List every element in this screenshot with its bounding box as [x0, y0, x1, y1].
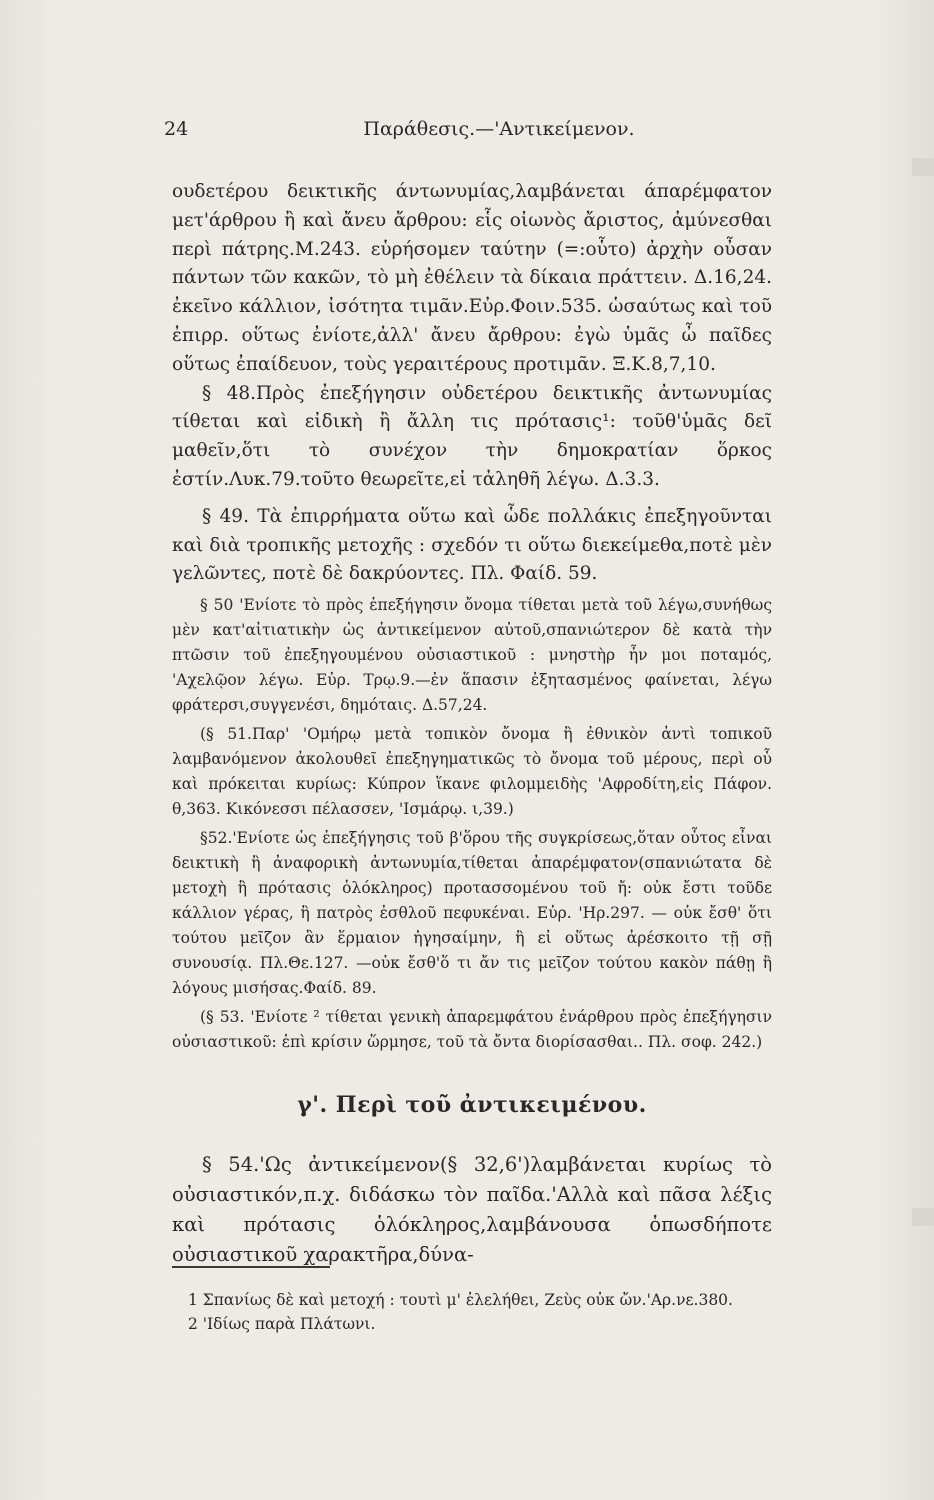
section-body — [172, 1150, 772, 1270]
paragraph-48: § 48.Πρὸς ἐπεξήγησιν οὐδετέρου δεικτικῆς ἀντωνυμίας τίθεται καὶ εἰδικὴ ἢ ἄλλη τις πρότασις¹: τοῦθ'ὑμᾶς δεῖ μαθεῖν,ὅτι τὸ συνέχον τὴν δημοκρατίαν ὅρκος ἐστίν.Λυκ.79.τοῦτο θεωρεῖτε,εἰ τἀληθῆ λέγω. Δ.3.3. — [172, 382, 772, 490]
paragraph-51: (§ 51.Παρ' 'Ομήρῳ μετὰ τοπικὸν ὄνομα ἢ ἐθνικὸν ἀντὶ τοπικοῦ λαμβανόμενον ἀκολουθεῖ ἐπεξηγηματικῶς τὸ ὄνομα τοῦ μέρους, περὶ οὗ καὶ πρόκειται κυρίως: Κύπρον ἵκανε φιλομμειδὴς 'Αφροδίτη,εἰς Πάφον. θ,363. Κικόνεσσι πέλασσεν, 'Ισμάρῳ. ι,39.) — [172, 725, 772, 819]
main-text — [172, 178, 772, 1270]
footnote-2: 2 'Ιδίως παρὰ Πλάτωνι. — [188, 1315, 376, 1333]
paragraph-52: §52.'Ενίοτε ὡς ἐπεξήγησις τοῦ β'ὅρου τῆς συγκρίσεως,ὅταν οὗτος εἶναι δεικτικὴ ἢ ἀναφορικὴ ἀντωνυμία,τίθεται ἀπαρέμφατον(σπανιώτατα δὲ μετοχὴ ἢ πρότασις ὁλόκληρος) προτασσομένου τοῦ ἤ: οὐκ ἔστι τοῦδε κάλλιον γέρας, ἢ πατρὸς ἐσθλοῦ πεφυκέναι. Εὐρ. 'Ηρ.297. — οὐκ ἔσθ' ὅτι τούτου μεῖζον ἂν ἕρμαιον ἡγησαίμην, ἢ εἰ οὕτως ἀρέσκοιτο τῇ σῇ συνουσίᾳ. Πλ.Θε.127. —οὐκ ἔσθ'ὅ τι ἄν τις μεῖζον τούτου κακὸν πάθῃ ἢ λόγους μισήσας.Φαίδ. 89. — [172, 829, 772, 998]
page-header — [164, 118, 784, 146]
paragraph-54: § 54.'Ως ἀντικείμενον(§ 32,6')λαμβάνεται κυρίως τὸ οὐσιαστικόν,π.χ. διδάσκω τὸν παῖδα.'Αλλὰ καὶ πᾶσα λέξις καὶ πρότασις ὁλόκληρος,λαμβάνουσα ὁπωσδήποτε οὐσιαστικοῦ χαρακτῆρα,δύνα- — [172, 1152, 772, 1266]
section-heading: γ'. Περὶ τοῦ ἀντικειμένου. — [297, 1092, 647, 1119]
paragraph-49: § 49. Τὰ ἐπιρρήματα οὕτω καὶ ὧδε πολλάκις ἐπεξηγοῦνται καὶ διὰ τροπικῆς μετοχῆς : σχεδόν τι οὕτω διεκείμεθα,ποτὲ μὲν γελῶντες, ποτὲ δὲ δακρύοντες. Πλ. Φαίδ. 59. — [172, 505, 772, 585]
page-edge-mark — [912, 158, 934, 176]
small-print-block — [172, 593, 772, 1055]
page-edge-mark — [912, 1208, 934, 1226]
page-number: 24 — [164, 118, 189, 140]
running-title: Παράθεσις.—'Αντικείμενον. — [363, 118, 635, 140]
paragraph-50: § 50 'Ενίοτε τὸ πρὸς ἐπεξήγησιν ὄνομα τίθεται μετὰ τοῦ λέγω,συνήθως μὲν κατ'αἰτιατικὴν ὡς ἀντικείμενον αὐτοῦ,σπανιώτερον δὲ κατὰ τὴν πτῶσιν τοῦ ἐπεξηγουμένου οὐσιαστικοῦ : μνηστὴρ ἦν μοι ποταμός, 'Αχελῷον λέγω. Εὐρ. Τρῳ.9.—ἐν ἅπασιν ἐξητασμένος φαίνεται, λέγω φράτερσι,συγγενέσι, δημόταις. Δ.57,24. — [172, 596, 772, 715]
footnote-1: 1 Σπανίως δὲ καὶ μετοχή : τουτὶ μ' ἐλελήθει, Ζεὺς οὐκ ὤν.'Αρ.νε.380. — [188, 1291, 733, 1309]
paragraph-continued: ουδετέρου δεικτικῆς άντωνυμίας,λαμβάνεται άπαρέμφατον μετ'άρθρου ἢ καὶ ἄνευ ἄρθρου: εἷς οἰωνὸς ἄριστος, ἀμύνεσθαι περὶ πάτρης.Μ.243. εὑρήσομεν ταύτην (=:οὗτο) ἀρχὴν οὖσαν πάντων τῶν κακῶν, τὸ μὴ ἐθέλειν τὰ δίκαια πράττειν. Δ.16,24. ἐκεῖνο κάλλιον, ἰσότητα τιμᾶν.Εὐρ.Φοιν.535. ὡσαύτως καὶ τοῦ ἐπιρρ. οὕτως ἐνίοτε,ἀλλ' ἄνευ ἄρθρου: ἐγὼ ὑμᾶς ὦ παῖδες οὕτως ἐπαίδευον, τοὺς γεραιτέρους προτιμᾶν. Ξ.Κ.8,7,10. — [172, 181, 772, 375]
footnotes — [188, 1288, 788, 1336]
footnote-rule — [172, 1266, 330, 1268]
paragraph-53: (§ 53. 'Ενίοτε ² τίθεται γενικὴ ἀπαρεμφάτου ἐνάρθρου πρὸς ἐπεξήγησιν οὐσιαστικοῦ: ἐπὶ κρίσιν ὥρμησε, τοῦ τὰ ὄντα διορίσασθαι.. Πλ. σοφ. 242.) — [172, 1008, 772, 1052]
